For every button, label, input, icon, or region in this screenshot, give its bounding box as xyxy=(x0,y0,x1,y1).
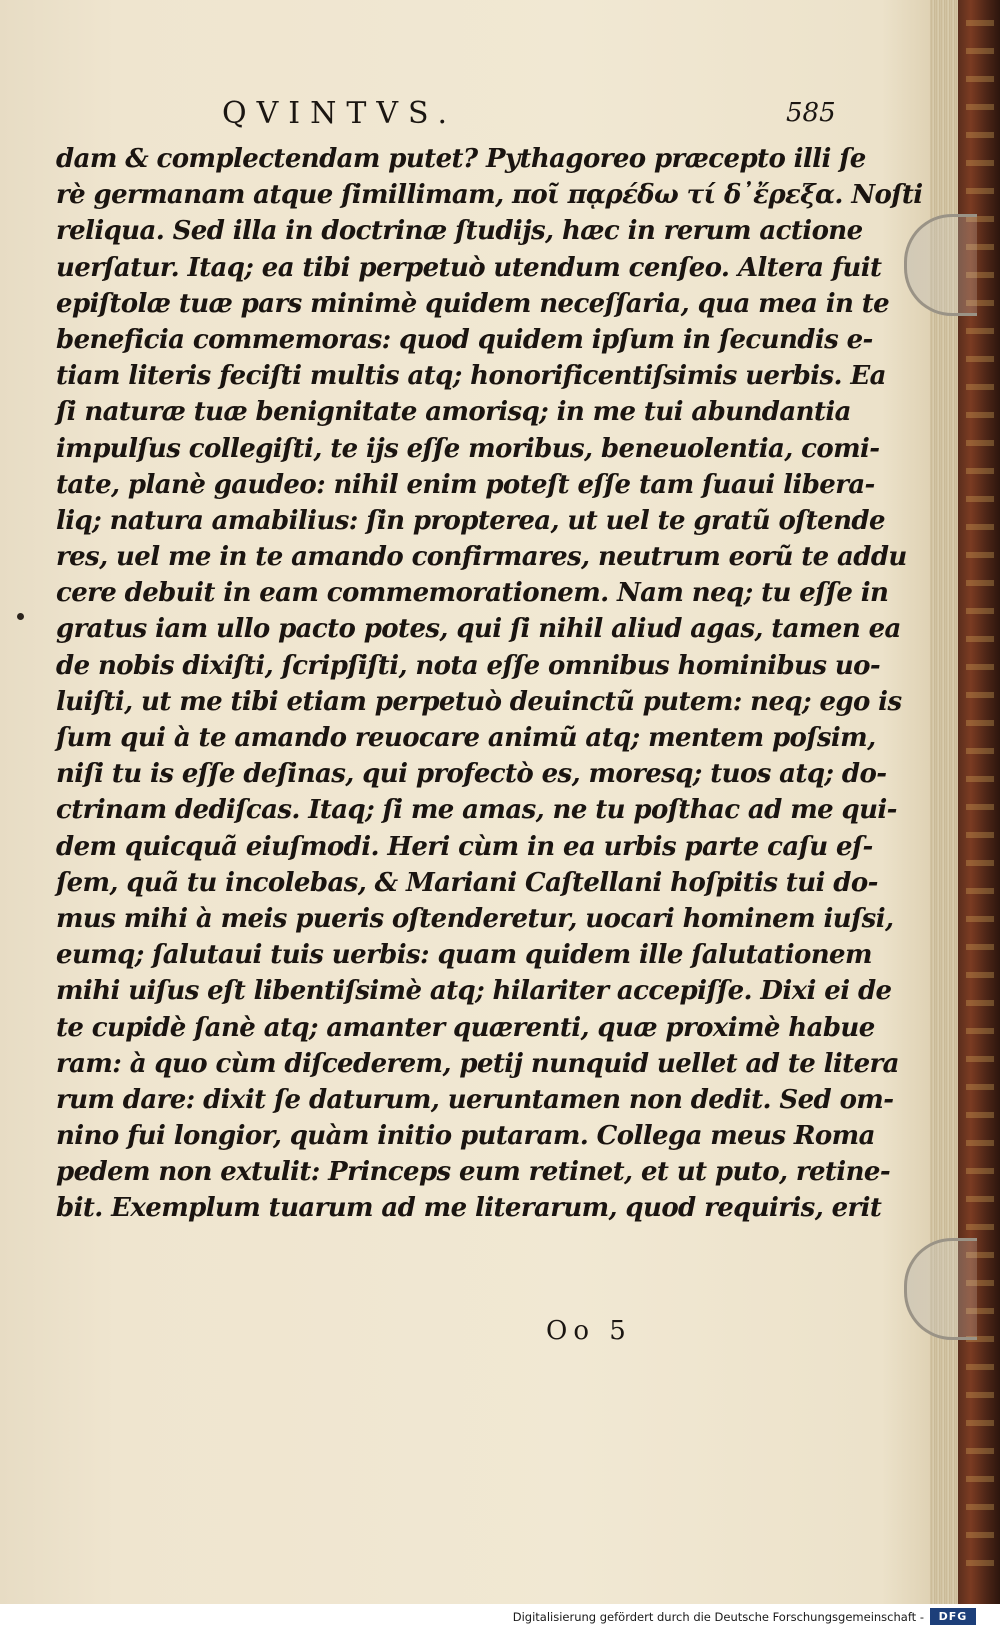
running-head: QVINTVS. xyxy=(222,96,458,131)
text-line: dam & complectendam putet? Pythagoreo præcepto illi ſe xyxy=(56,144,866,174)
text-line: te cupidè ſanè atq; amanter quærenti, quæ proximè habue xyxy=(56,1012,875,1043)
text-line: rum dare: dixit ſe daturum, ueruntamen non dedit. Sed om- xyxy=(56,1084,894,1115)
digitization-footer xyxy=(0,1604,1000,1631)
margin-ink-dot xyxy=(17,613,24,620)
text-line: dem quicquã eiuſmodi. Heri cùm in ea urbis parte caſu eſ- xyxy=(56,831,873,862)
text-line: cere debuit in eam commemorationem. Nam neq; tu eſſe in xyxy=(56,578,889,609)
page-header xyxy=(0,96,900,136)
body-text xyxy=(56,141,923,1227)
text-line: mihi uiſus eſt libentiſsimè atq; hilariter accepiſſe. Dixi ei de xyxy=(56,976,892,1007)
text-line: liq; natura amabilius: ſin propterea, ut uel te gratũ oſtende xyxy=(56,505,885,536)
text-line: niſi tu is eſſe deſinas, qui profectò es, moresq; tuos atq; do- xyxy=(56,759,887,790)
text-line: ſum qui à te amando reuocare animũ atq; mentem poſsim, xyxy=(56,723,876,753)
text-line: beneficia commemoras: quod quidem ipſum in ſecundis e- xyxy=(56,324,873,355)
funding-credit: Digitalisierung gefördert durch die Deutsche Forschungsgemeinschaft - xyxy=(512,1610,924,1624)
text-line: eumq; ſalutaui tuis uerbis: quam quidem ille ſalutationem xyxy=(56,940,872,971)
text-line: mus mihi à meis pueris oſtenderetur, uocari hominem iuſsi, xyxy=(56,903,894,934)
text-line: gratus iam ullo pacto potes, qui ſi nihil aliud agas, tamen ea xyxy=(56,614,901,645)
text-line: ſi naturæ tuæ benignitate amorisq; in me tui abundantia xyxy=(56,397,851,428)
text-line: ctrinam dediſcas. Itaq; ſi me amas, ne tu poſthac ad me qui- xyxy=(56,795,897,826)
text-line: de nobis dixiſti, ſcripſiſti, nota eſſe omnibus hominibus uo- xyxy=(56,650,881,681)
text-line: res, uel me in te amando confirmares, neutrum eorũ te addu xyxy=(56,542,907,573)
text-line: rè germanam atque ſimillimam, ποῖ πᾳρέδω τί δ᾽ἔρεξα. Noſti xyxy=(56,180,923,211)
text-line: ram: à quo cùm diſcederem, petij nunquid uellet ad te litera xyxy=(56,1048,899,1079)
text-line: uerſatur. Itaq; ea tibi perpetuò utendum cenſeo. Altera fuit xyxy=(56,252,882,283)
text-line: tate, planè gaudeo: nihil enim poteſt eſſe tam ſuaui libera- xyxy=(56,469,875,500)
text-line: tiam literis feciſti multis atq; honorificentiſsimis uerbis. Ea xyxy=(56,361,886,392)
text-line: ſem, quã tu incolebas, & Mariani Caſtellani hoſpitis tui do- xyxy=(56,867,878,898)
text-line: pedem non extulit: Princeps eum retinet, et ut puto, retine- xyxy=(56,1157,891,1188)
text-line: luiſti, ut me tibi etiam perpetuò deuinctũ putem: neq; ego is xyxy=(56,686,902,717)
dfg-logo: DFG xyxy=(930,1608,976,1625)
text-line: impulſus collegiſti, te ijs eſſe moribus, beneuolentia, comi- xyxy=(56,433,880,464)
text-line: nino fui longior, quàm initio putaram. Collega meus Roma xyxy=(56,1121,875,1152)
text-line: bit. Exemplum tuarum ad me literarum, quod requiris, erit xyxy=(56,1193,882,1224)
text-line: reliqua. Sed illa in doctrinæ ſtudijs, hæc in rerum actione xyxy=(56,216,863,247)
text-line: epiſtolæ tuæ pars minimè quidem neceſſaria, qua mea in te xyxy=(56,288,890,319)
signature-mark: Oo 5 xyxy=(546,1316,632,1346)
page-number: 585 xyxy=(786,98,836,128)
